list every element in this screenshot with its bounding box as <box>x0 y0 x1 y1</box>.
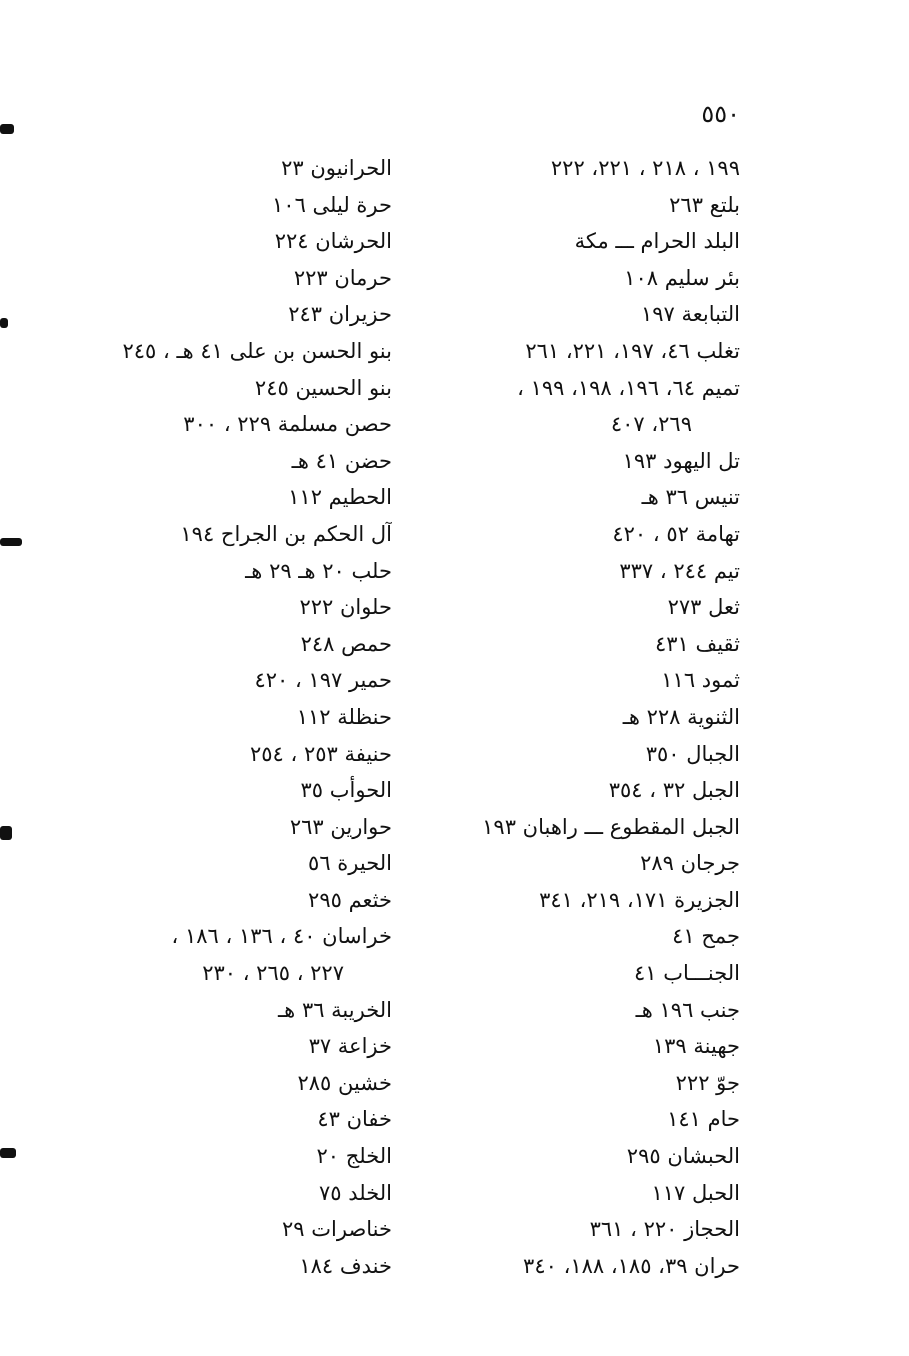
index-entry: جمح ٤١ <box>672 924 740 949</box>
index-entry: حضن ٤١ هـ <box>291 448 392 473</box>
index-entry: الجبل ٣٢ ، ٣٥٤ <box>608 778 740 803</box>
index-entry: بلتع ٢٦٣ <box>669 192 740 217</box>
index-entry: حرة ليلى ١٠٦ <box>272 192 392 217</box>
index-column-right <box>430 150 740 1284</box>
index-entry: خراسان ٤٠ ، ١٣٦ ، ١٨٦ ، <box>171 924 392 949</box>
index-entry: تميم ٦٤، ١٩٦، ١٩٨، ١٩٩ ، <box>517 375 740 400</box>
index-entry: حنيفة ٢٥٣ ، ٢٥٤ <box>249 741 392 766</box>
index-entry: الخريبة ٣٦ هـ <box>278 997 392 1022</box>
index-entry: آل الحكم بن الجراح ١٩٤ <box>180 521 392 546</box>
index-entry: خفان ٤٣ <box>317 1107 392 1132</box>
index-entry: تنيس ٣٦ هـ <box>641 485 740 510</box>
index-entry: تل اليهود ١٩٣ <box>622 448 740 473</box>
index-entry: حران ٣٩، ١٨٥، ١٨٨، ٣٤٠ <box>523 1253 740 1278</box>
index-entry: الخلد ٧٥ <box>318 1180 392 1205</box>
index-entry: الحرشان ٢٢٤ <box>274 229 392 254</box>
index-entry: بنو الحسين ٢٤٥ <box>254 375 392 400</box>
index-entry: التبابعة ١٩٧ <box>640 302 740 327</box>
index-entry: بنو الحسن بن على ٤١ هـ ، ٢٤٥ <box>122 338 392 363</box>
scan-edge-mark <box>0 318 8 328</box>
index-entry: الحطيم ١١٢ <box>288 485 392 510</box>
index-entry: تغلب ٤٦، ١٩٧، ٢٢١، ٢٦١ <box>525 338 740 363</box>
index-entry: ثقيف ٤٣١ <box>654 631 740 656</box>
index-entry: جهينة ١٣٩ <box>652 1034 740 1059</box>
index-entry: خثعم ٢٩٥ <box>308 887 392 912</box>
scan-edge-mark <box>0 826 12 840</box>
index-entry: حلب ٢٠ هـ ٢٩ هـ <box>245 558 392 583</box>
index-entry: ١٩٩ ، ٢١٨ ، ٢٢١، ٢٢٢ <box>550 156 740 180</box>
index-entry: جرجان ٢٨٩ <box>640 851 740 876</box>
index-entry: ثعل ٢٧٣ <box>667 595 740 620</box>
scan-edge-mark <box>0 538 22 546</box>
index-column-left <box>90 150 392 1284</box>
index-entry-continuation: ٢٦٩، ٤٠٧ <box>610 412 692 437</box>
index-entry: خناصرات ٢٩ <box>282 1217 392 1242</box>
index-entry: حرمان ٢٢٣ <box>293 265 392 290</box>
index-entry: حمص ٢٤٨ <box>300 631 392 656</box>
index-entry: الحبل ١١٧ <box>651 1180 740 1205</box>
index-entry: تهامة ٥٢ ، ٤٢٠ <box>612 521 740 546</box>
index-entry: تيم ٢٤٤ ، ٣٣٧ <box>619 558 740 583</box>
index-entry: الحيرة ٥٦ <box>308 851 392 876</box>
scan-edge-mark <box>0 1148 16 1158</box>
index-entry: حصن مسلمة ٢٢٩ ، ٣٠٠ <box>183 412 392 437</box>
index-entry: حمير ١٩٧ ، ٤٢٠ <box>254 668 392 693</box>
index-entry-continuation: ٢٢٧ ، ٢٦٥ ، ٢٣٠ <box>202 961 344 986</box>
index-entry: خندف ١٨٤ <box>299 1253 392 1278</box>
index-entry: الجنـــاب ٤١ <box>634 961 740 986</box>
index-entry: حلوان ٢٢٢ <box>299 595 392 620</box>
index-entry: ثمود ١١٦ <box>661 668 740 693</box>
index-entry: الحرانيون ٢٣ <box>281 156 392 180</box>
index-entry: بئر سليم ١٠٨ <box>624 265 740 290</box>
index-entry: الجبل المقطوع ـــ راهبان ١٩٣ <box>482 814 740 839</box>
index-entry: حنظلة ١١٢ <box>296 704 392 729</box>
index-entry: جوّ ٢٢٢ <box>675 1070 740 1095</box>
index-entry: الحبشان ٢٩٥ <box>626 1144 740 1169</box>
index-entry: خشين ٢٨٥ <box>297 1070 392 1095</box>
scan-edge-mark <box>0 124 14 134</box>
index-entry: حزيران ٢٤٣ <box>288 302 392 327</box>
index-entry: حام ١٤١ <box>667 1107 740 1132</box>
index-entry: الثنوية ٢٢٨ هـ <box>622 704 740 729</box>
index-entry: خزاعة ٣٧ <box>308 1034 392 1059</box>
page-number: ٥٥٠ <box>701 100 740 128</box>
index-entry: البلد الحرام ـــ مكة <box>574 229 740 254</box>
index-entry: جنب ١٩٦ هـ <box>635 997 740 1022</box>
index-entry: الحجاز ٢٢٠ ، ٣٦١ <box>589 1217 740 1242</box>
index-entry: حوارين ٢٦٣ <box>289 814 392 839</box>
index-entry: الجزيرة ١٧١، ٢١٩، ٣٤١ <box>539 887 740 912</box>
index-entry: الجبال ٣٥٠ <box>645 741 740 766</box>
index-entry: الحوأب ٣٥ <box>300 778 392 803</box>
index-entry: الخلج ٢٠ <box>316 1144 392 1169</box>
